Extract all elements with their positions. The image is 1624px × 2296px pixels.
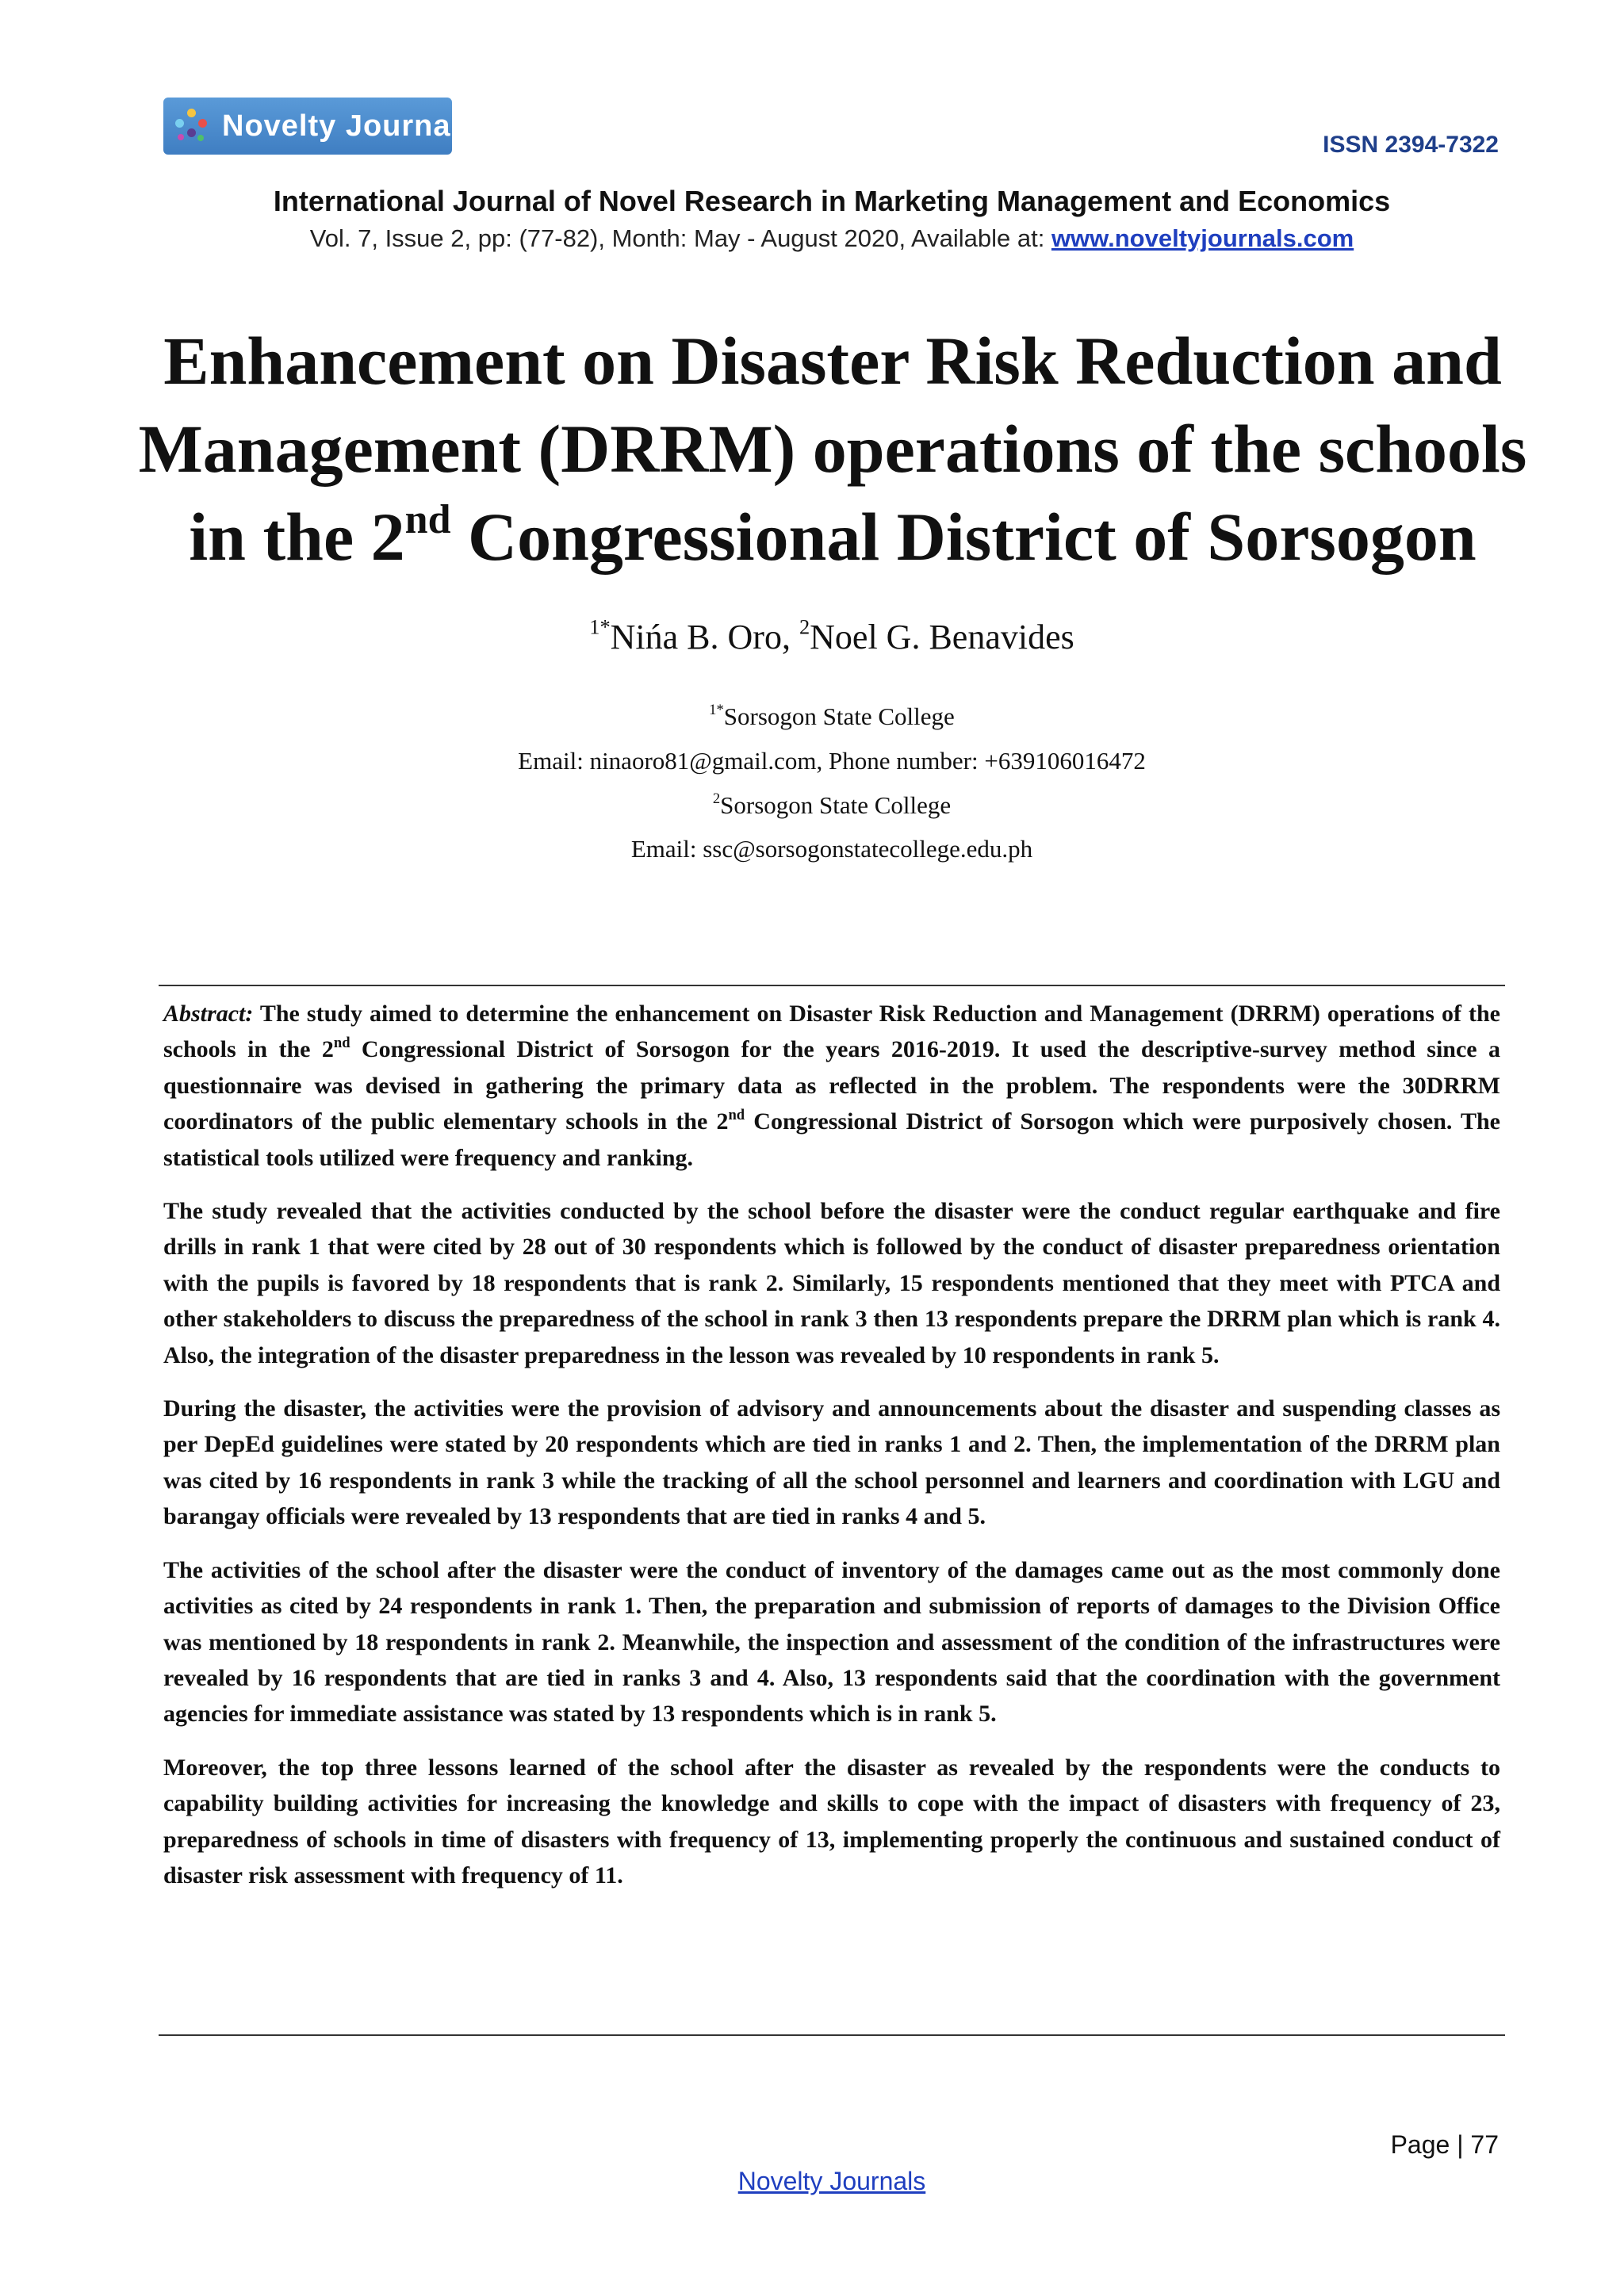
abstract-bottom-rule [159, 2034, 1505, 2036]
journal-info [0, 224, 1624, 253]
logo-dots-icon [173, 107, 211, 145]
author-1: Nińa B. Oro, [610, 618, 799, 656]
title-line-1: Enhancement on Disaster Risk Reduction and [163, 323, 1502, 399]
email-2: Email: ssc@sorsogonstatecollege.edu.ph [630, 835, 1033, 863]
abstract-paragraph-2: The study revealed that the activities conducted by the school before the disaster were the conduct regular earthquake and fire drills in rank 1 that were cited by 28 out of 30 respondents which is followed by the conduct of disaster preparedness orientation with the pupils is favored by 18 respondents that is rank 2. Similarly, 15 respondents mentioned that they meet with PTCA and other stakeholders to discuss the preparedness of the school in rank 3 then 13 respondents prepare the DRRM plan which is rank 4. Also, the integration of the disaster preparedness in the lesson was revealed by 10 respondents in rank 5. [163, 1198, 1500, 1368]
footer [0, 2167, 1624, 2196]
abstract-top-rule [159, 985, 1505, 986]
abstract-paragraph-5: Moreover, the top three lessons learned of the school after the disaster as revealed by the respondents were the conducts to capability building activities for increasing the knowledge and skills to cope with the impact of disasters with frequency of 23, preparedness of schools in time of disasters with frequency of 13, implementing properly the continuous and sustained conduct of disaster risk assessment with frequency of 11. [163, 1754, 1500, 1888]
affiliation-2: $^2$Sorsogon State College [712, 790, 952, 819]
title-line-3: in the 2nd Congressional District of Sorsogon [189, 497, 1477, 575]
issn-label: ISSN 2394-7322 [1323, 132, 1499, 158]
email-1: Email: ninaoro81@gmail.com, Phone number: +639106016472 [518, 747, 1146, 775]
journal-title: International Journal of Novel Research in Marketing Management and Economics [273, 185, 1391, 217]
novelty-journals-logo [163, 98, 478, 155]
footer-journal-link[interactable]: Novelty Journals [737, 2167, 926, 2195]
logo-text: Novelty Journals [222, 109, 478, 143]
authors [0, 614, 1624, 657]
abstract [163, 996, 1500, 1893]
affiliation-1: $^{1*}$Sorsogon State College [709, 701, 955, 730]
abstract-paragraph-3: During the disaster, the activities were the provision of advisory and announcements about the disaster and suspending classes as per DepEd guidelines were stated by 20 respondents which are tied in ranks 1 and 2. Then, the implementation of the DRRM plan was cited by 16 respondents in rank 3 while the tracking of all the school personnel and learners and coordination with LGU and barangay officials were revealed by 13 respondents that are tied in ranks 4 and 5. [163, 1395, 1500, 1530]
abstract-paragraph-1: Abstract: The study aimed to determine the enhancement on Disaster Risk Reduction and Management (DRRM) operations of the schools in the 2nd Congressional District of Sorsogon for the years 2016-2019. It used the descriptive-survey method since a questionnaire was devised in gathering the primary data as reflected in the problem. The respondents were the 30DRRM coordinators of the public elementary schools in the 2nd Congressional District of Sorsogon which were purposively chosen. The statistical tools utilized were frequency and ranking. [163, 1001, 1500, 1171]
author-1-sup: 1* [589, 614, 611, 639]
paper-title [95, 317, 1570, 581]
abstract-paragraph-4: The activities of the school after the disaster were the conduct of inventory of the damages came out as the most commonly done activities as cited by 24 respondents in rank 1. Then, the preparation and submission of reports of damages to the Division Office was mentioned by 18 respondents in rank 2. Meanwhile, the inspection and assessment of the condition of the infrastructures were revealed by 16 respondents that are tied in ranks 3 and 4. Also, 13 respondents said that the coordination with the government agencies for immediate assistance was stated by 13 respondents which is in rank 5. [163, 1556, 1500, 1728]
author-2-sup: 2 [799, 614, 810, 639]
journal-url-link[interactable]: www.noveltyjournals.com [1051, 224, 1354, 252]
page-number: Page | 77 [1390, 2130, 1499, 2159]
title-line-2: Management (DRRM) operations of the schools [138, 411, 1527, 487]
author-2: Noel G. Benavides [810, 618, 1074, 656]
abstract-label: Abstract: [163, 1001, 254, 1027]
journal-info-text: Vol. 7, Issue 2, pp: (77-82), Month: May - August 2020, Available at: [309, 224, 1051, 252]
